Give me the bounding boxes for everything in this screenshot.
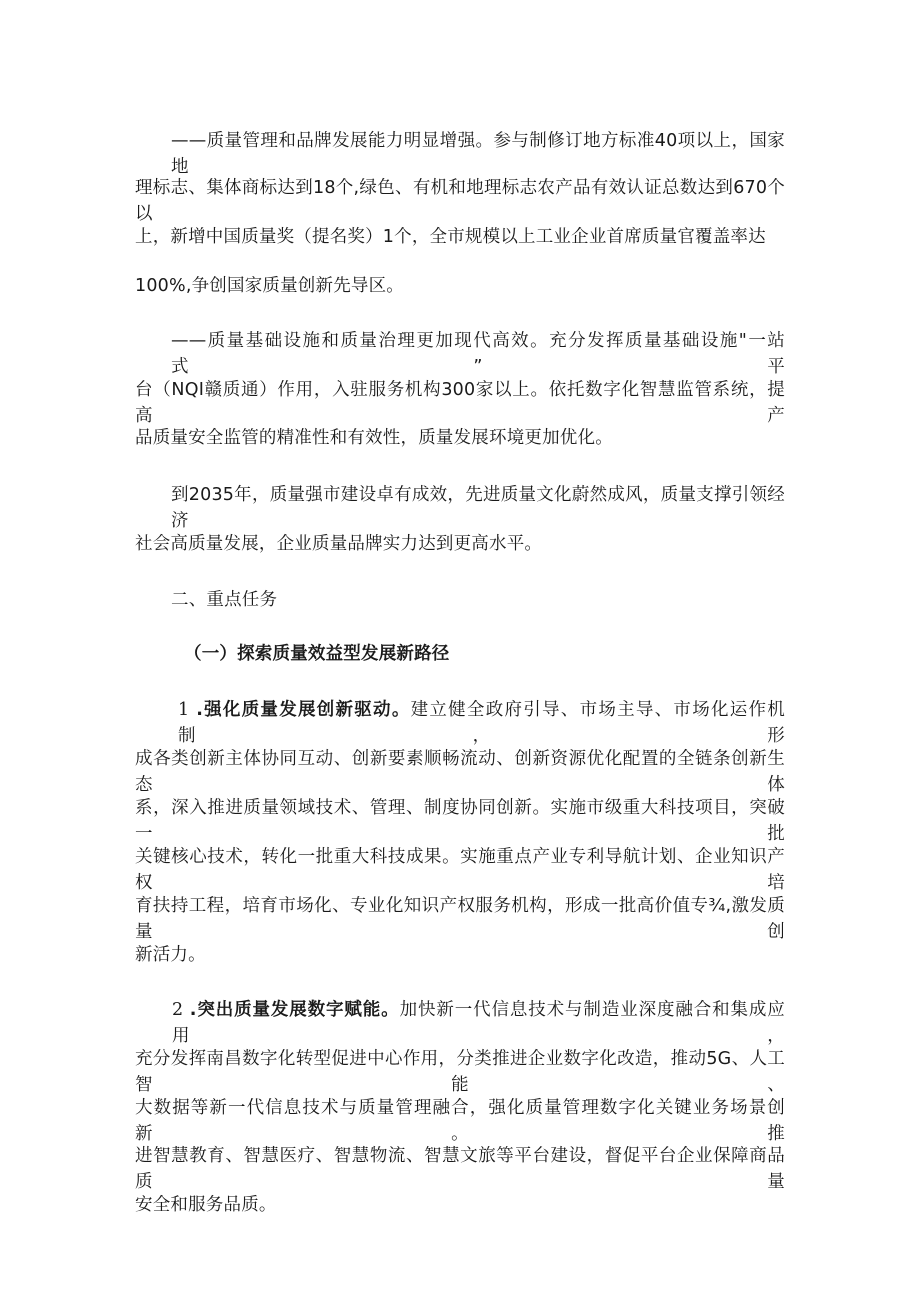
paragraph-1-line-1: ——质量管理和品牌发展能力明显增强。参与制修订地方标准40项以上，国家地 [171, 131, 785, 177]
item-2-text-1: 加快新一代信息技术与制造业深度融合和集成应用， [172, 1000, 785, 1046]
item-1-line-4: 关键核心技术，转化一批重大科技成果。实施重点产业专利导航计划、企业知识产权培 [135, 847, 785, 893]
item-1-line-1 [178, 697, 785, 746]
item-1-text-1: 建立健全政府引导、市场主导、市场化运作机制，形 [178, 700, 785, 746]
item-2-title: .突出质量发展数字赋能。 [189, 1000, 400, 1020]
item-2-line-5: 安全和服务品质。 [135, 1195, 277, 1215]
section-heading: 二、重点任务 [171, 590, 278, 610]
item-1-line-6: 新活力。 [135, 945, 206, 965]
paragraph-2-line-1: ——质量基础设施和质量治理更加现代高效。充分发挥质量基础设施"一站式”平 [171, 331, 785, 377]
paragraph-3-line-2: 社会高质量发展，企业质量品牌实力达到更高水平。 [135, 534, 543, 554]
paragraph-3-line-1: 到2035年，质量强市建设卓有成效，先进质量文化蔚然成风，质量支撑引领经济 [171, 485, 785, 531]
item-2-line-4: 进智慧教育、智慧医疗、智慧物流、智慧文旅等平台建设，督促平台企业保障商品质量 [135, 1146, 785, 1192]
item-2-line-1 [172, 997, 785, 1046]
paragraph-1-line-2: 理标志、集体商标达到18个,绿色、有机和地理标志农产品有效认证总数达到670个以 [135, 178, 785, 224]
paragraph-1-line-4: 100%,争创国家质量创新先导区。 [135, 276, 404, 296]
paragraph-1-line-3: 上，新增中国质量奖（提名奖）1个，全市规模以上工业企业首席质量官覆盖率达 [135, 227, 766, 247]
item-1-number: 1 [178, 700, 190, 720]
item-1-title: .强化质量发展创新驱动。 [196, 700, 411, 720]
paragraph-2-line-2: 台（NQI赣质通）作用，入驻服务机构300家以上。依托数字化智慧监管系统，提高产 [135, 380, 785, 426]
subsection-heading: （一）探索质量效益型发展新路径 [184, 644, 450, 664]
item-2-line-2: 充分发挥南昌数字化转型促进中心作用，分类推进企业数字化改造，推动5G、人工智能、 [135, 1049, 785, 1095]
item-1-line-2: 成各类创新主体协同互动、创新要素顺畅流动、创新资源优化配置的全链条创新生态体 [135, 749, 785, 795]
item-1-line-3: 系，深入推进质量领域技术、管理、制度协同创新。实施市级重大科技项目，突破一批 [135, 798, 785, 844]
item-2-line-3: 大数据等新一代信息技术与质量管理融合，强化质量管理数字化关键业务场景创新。推 [135, 1098, 785, 1144]
paragraph-2-line-3: 品质量安全监管的精准性和有效性，质量发展环境更加优化。 [135, 428, 613, 448]
item-1-line-5: 育扶持工程，培育市场化、专业化知识产权服务机构，形成一批高价值专¾,激发质量创 [135, 896, 785, 942]
item-2-number: 2 [172, 1000, 184, 1020]
